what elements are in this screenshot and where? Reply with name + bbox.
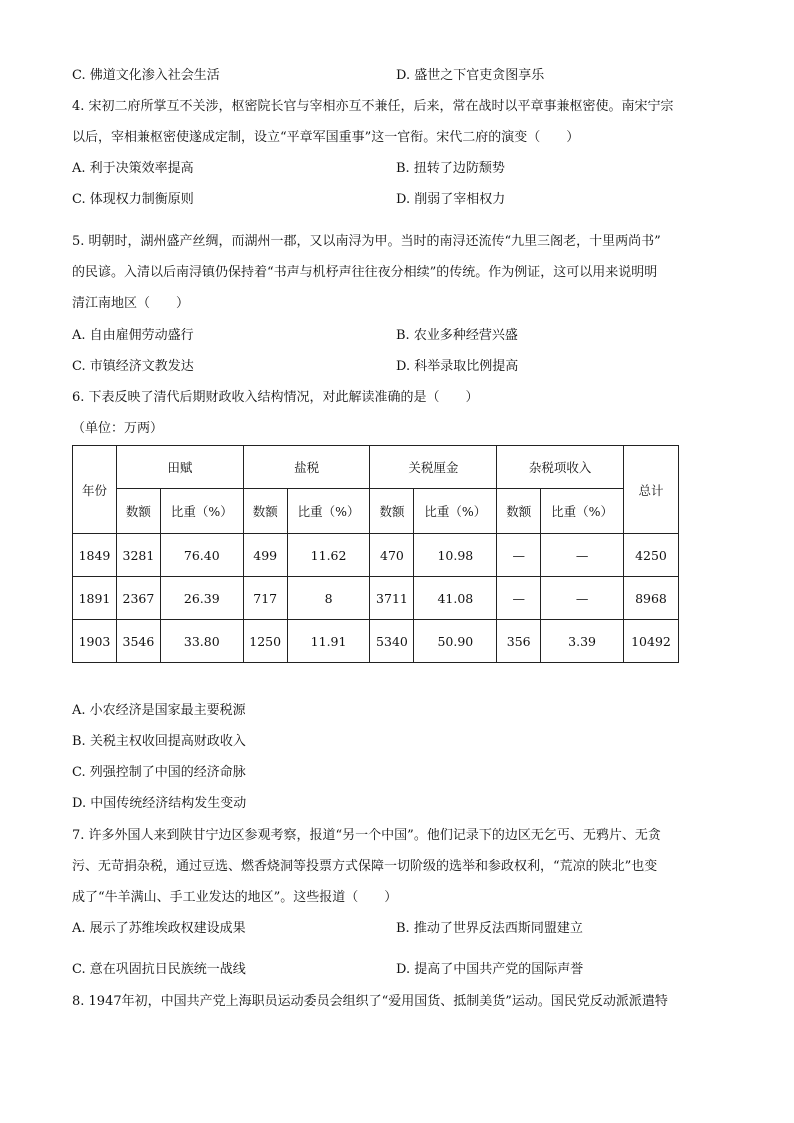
fiscal-revenue-table (72, 445, 679, 663)
table-cell: 76.40 (160, 534, 243, 577)
q6-option-c: C. 列强控制了中国的经济命脉 (72, 765, 246, 780)
q3-option-c: C. 佛道文化渗入社会生活 (72, 68, 220, 83)
table-cell: 1891 (73, 577, 117, 620)
subheader-ratio: 比重（%） (160, 489, 243, 534)
q5-option-d: D. 科举录取比例提高 (396, 359, 519, 374)
q7-stem-line3: 成了“牛羊满山、手工业发达的地区”。这些报道（ ） (72, 890, 398, 905)
q7-option-d: D. 提高了中国共产党的国际声誉 (396, 962, 584, 977)
table-cell: 356 (497, 620, 541, 663)
subheader-ratio: 比重（%） (287, 489, 370, 534)
q7-stem-line2: 污、无苛捐杂税，通过豆选、燃香烧洞等投票方式保障一切阶级的选举和参政权利，“荒凉的陕北”也变 (72, 859, 658, 874)
q3-option-d: D. 盛世之下官吏贪图享乐 (396, 68, 545, 83)
table-cell: 470 (370, 534, 414, 577)
table-cell: 26.39 (160, 577, 243, 620)
table-cell: 2367 (116, 577, 160, 620)
table-cell: — (497, 534, 541, 577)
subheader-amount: 数额 (497, 489, 541, 534)
table-cell: — (541, 534, 624, 577)
table-row (73, 577, 679, 620)
q4-stem-line1: 4. 宋初二府所掌互不关涉，枢密院长官与宰相亦互不兼任，后来，常在战时以平章事兼枢密使。南宋宁宗 (72, 99, 674, 114)
header-group-yanshui: 盐税 (243, 446, 370, 489)
table-row (73, 620, 679, 663)
q5-option-a: A. 自由雇佣劳动盛行 (72, 328, 194, 343)
table-cell: 1903 (73, 620, 117, 663)
table-cell: — (497, 577, 541, 620)
table-cell: 3546 (116, 620, 160, 663)
table-cell: 5340 (370, 620, 414, 663)
q4-option-a: A. 利于决策效率提高 (72, 161, 194, 176)
table-cell: — (541, 577, 624, 620)
table-cell: 1849 (73, 534, 117, 577)
q6-option-b: B. 关税主权收回提高财政收入 (72, 734, 246, 749)
header-year: 年份 (73, 446, 117, 534)
q5-stem-line2: 的民谚。入清以后南浔镇仍保持着“书声与机杼声往往夜分相续”的传统。作为例证，这可以用来说明明 (72, 265, 658, 280)
table-cell: 41.08 (414, 577, 497, 620)
q5-stem-line3: 清江南地区（ ） (72, 296, 190, 311)
subheader-amount: 数额 (116, 489, 160, 534)
header-group-zashui: 杂税项收入 (497, 446, 624, 489)
table-cell: 3711 (370, 577, 414, 620)
subheader-amount: 数额 (370, 489, 414, 534)
table-cell: 33.80 (160, 620, 243, 663)
q6-option-a: A. 小农经济是国家最主要税源 (72, 703, 246, 718)
q5-option-c: C. 市镇经济文教发达 (72, 359, 194, 374)
subheader-ratio: 比重（%） (541, 489, 624, 534)
q7-option-b: B. 推动了世界反法西斯同盟建立 (396, 921, 583, 936)
table-cell: 1250 (243, 620, 287, 663)
q7-option-c: C. 意在巩固抗日民族统一战线 (72, 962, 246, 977)
q5-stem-line1: 5. 明朝时，湖州盛产丝绸，而湖州一郡，又以南浔为甲。当时的南浔还流传“九里三阁老，十里两尚书” (72, 234, 661, 249)
table-cell: 717 (243, 577, 287, 620)
q6-unit-label: （单位：万两） (72, 421, 164, 436)
table-cell: 499 (243, 534, 287, 577)
q4-option-b: B. 扭转了边防颓势 (396, 161, 505, 176)
q6-stem: 6. 下表反映了清代后期财政收入结构情况，对此解读准确的是（ ） (72, 390, 479, 405)
q6-option-d: D. 中国传统经济结构发生变动 (72, 796, 247, 811)
q4-option-d: D. 削弱了宰相权力 (396, 192, 506, 207)
table-cell: 8 (287, 577, 370, 620)
header-total: 总计 (623, 446, 678, 534)
table-row (73, 534, 679, 577)
q4-stem-line2: 以后，宰相兼枢密使遂成定制，设立“平章军国重事”这一官衔。宋代二府的演变（ ） (72, 130, 580, 145)
table-cell: 3.39 (541, 620, 624, 663)
table-cell: 10492 (623, 620, 678, 663)
header-group-tianfu: 田赋 (116, 446, 243, 489)
table-cell: 50.90 (414, 620, 497, 663)
q7-option-a: A. 展示了苏维埃政权建设成果 (72, 921, 246, 936)
q7-stem-line1: 7. 许多外国人来到陕甘宁边区参观考察，报道“另一个中国”。他们记录下的边区无乞丐、无鸦片、无贪 (72, 828, 661, 843)
table-cell: 11.62 (287, 534, 370, 577)
q4-option-c: C. 体现权力制衡原则 (72, 192, 194, 207)
table-cell: 8968 (623, 577, 678, 620)
table-cell: 11.91 (287, 620, 370, 663)
header-group-guanshui: 关税厘金 (370, 446, 497, 489)
table-cell: 10.98 (414, 534, 497, 577)
table-cell: 4250 (623, 534, 678, 577)
table-cell: 3281 (116, 534, 160, 577)
q8-stem-line1: 8. 1947年初，中国共产党上海职员运动委员会组织了“爱用国货、抵制美货”运动。国民党反动派派遣特 (72, 994, 668, 1009)
subheader-ratio: 比重（%） (414, 489, 497, 534)
subheader-amount: 数额 (243, 489, 287, 534)
q5-option-b: B. 农业多种经营兴盛 (396, 328, 518, 343)
